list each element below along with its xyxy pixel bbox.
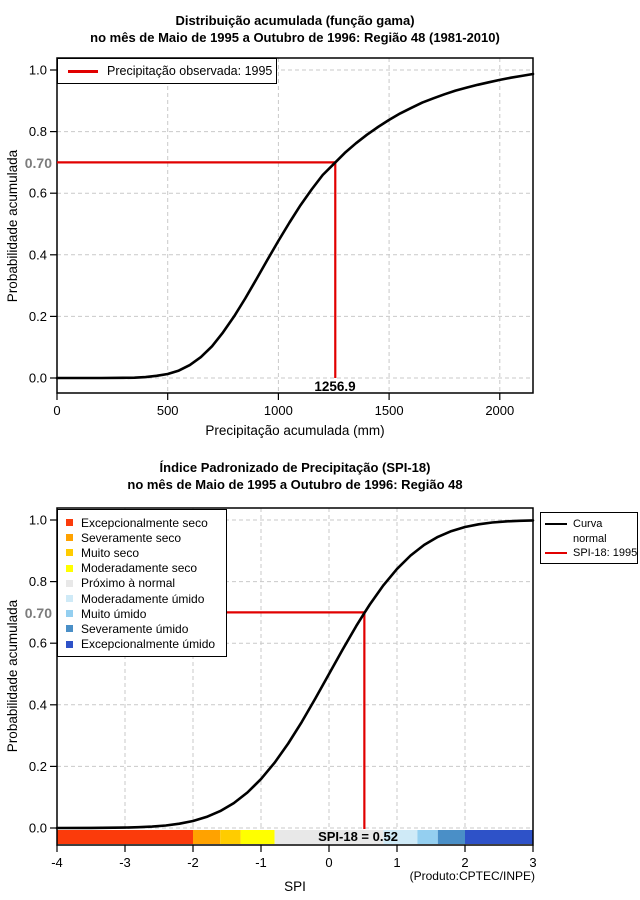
category-label: Moderadamente úmido — [81, 591, 205, 606]
x-tick-label: 500 — [156, 403, 179, 418]
chart2-title-line2: no mês de Maio de 1995 a Outubro de 1996: Região 48 — [127, 477, 463, 492]
legend-line-spacer — [545, 538, 567, 540]
spi-class-band-segment — [241, 830, 275, 844]
category-swatch — [66, 580, 73, 587]
chart1-title-line2: no mês de Maio de 1995 a Outubro de 1996: Região 48 (1981-2010) — [90, 30, 500, 45]
category-label: Moderadamente seco — [81, 561, 198, 576]
chart2-x-axis-label: SPI — [284, 879, 306, 894]
y-tick-label: 0.6 — [28, 635, 47, 651]
legend-row — [545, 517, 637, 532]
category-swatch — [66, 625, 73, 632]
category-label: Excepcionalmente úmido — [81, 637, 216, 652]
y-tick-label: 0.4 — [28, 247, 47, 263]
spi-class-band-segment — [57, 830, 193, 844]
category-swatch — [66, 641, 73, 648]
y-tick-label: 0.4 — [28, 697, 47, 713]
legend-label: normal — [573, 532, 607, 545]
legend-line-sample — [68, 70, 98, 73]
legend-label: Curva — [573, 518, 603, 531]
chart2-spi-value-annotation: SPI-18 = 0.52 — [318, 829, 398, 844]
category-swatch — [66, 519, 73, 526]
x-tick-label: 0 — [325, 855, 333, 870]
legend-line-sample — [545, 523, 567, 525]
legend-row — [545, 546, 637, 561]
category-swatch — [66, 565, 73, 572]
category-legend-item — [66, 637, 226, 652]
x-tick-label: -3 — [119, 855, 131, 870]
category-label: Severamente úmido — [81, 621, 189, 636]
category-label: Muito seco — [81, 545, 140, 560]
legend-label: Precipitação observada: 1995 — [107, 64, 273, 78]
chart1-legend — [57, 58, 277, 84]
chart2-line-legend — [540, 512, 638, 564]
spi-class-band-segment — [417, 830, 437, 844]
x-tick-label: 1 — [393, 855, 401, 870]
category-swatch — [66, 534, 73, 541]
plot-border — [57, 58, 533, 393]
chart2-y-axis-label: Probabilidade acumulada — [5, 599, 20, 753]
category-legend-item — [66, 561, 226, 576]
spi-class-band-segment — [438, 830, 465, 844]
chart2-category-legend — [57, 509, 227, 657]
category-label: Severamente seco — [81, 530, 182, 545]
category-legend-item — [66, 621, 226, 636]
category-legend-item — [66, 591, 226, 606]
legend-row — [545, 532, 637, 547]
chart1-prob-highlight-label: 0.70 — [24, 155, 52, 171]
y-tick-label: 0.8 — [28, 574, 47, 590]
x-tick-label: 3 — [529, 855, 537, 870]
spi-class-band-segment — [465, 830, 533, 844]
category-swatch — [66, 595, 73, 602]
cdf-curve — [57, 74, 533, 378]
chart1-title — [0, 12, 590, 46]
legend-label: SPI-18: 1995 — [573, 547, 638, 560]
category-swatch — [66, 549, 73, 556]
category-legend-item — [66, 606, 226, 621]
x-tick-label: 2000 — [485, 403, 515, 418]
y-tick-label: 0.0 — [28, 820, 47, 836]
category-legend-item — [66, 530, 226, 545]
x-tick-label: 1000 — [263, 403, 293, 418]
category-legend-item — [66, 576, 226, 591]
chart2-title-line1: Índice Padronizado de Precipitação (SPI-18) — [159, 460, 431, 475]
category-legend-item — [66, 515, 226, 530]
category-legend-item — [66, 545, 226, 560]
y-tick-label: 0.6 — [28, 185, 47, 201]
y-tick-label: 0.0 — [28, 370, 47, 386]
category-label: Muito úmido — [81, 606, 147, 621]
x-tick-label: 0 — [53, 403, 61, 418]
y-tick-label: 0.2 — [28, 308, 47, 324]
category-swatch — [66, 610, 73, 617]
spi-class-band-segment — [193, 830, 220, 844]
y-tick-label: 0.2 — [28, 758, 47, 774]
category-label: Excepcionalmente seco — [81, 515, 208, 530]
chart2-prob-highlight-label: 0.70 — [24, 605, 52, 621]
x-tick-label: -2 — [187, 855, 199, 870]
y-tick-label: 1.0 — [28, 62, 47, 78]
x-tick-label: -1 — [255, 855, 267, 870]
spi-class-band-segment — [220, 830, 240, 844]
legend-row — [58, 64, 272, 78]
category-label: Próximo à normal — [81, 576, 176, 591]
chart1-y-axis-label: Probabilidade acumulada — [5, 149, 20, 303]
chart1-precipitation-value-annotation: 1256.9 — [314, 379, 356, 394]
x-tick-label: 1500 — [374, 403, 404, 418]
x-tick-label: 2 — [461, 855, 469, 870]
y-tick-label: 1.0 — [28, 512, 47, 528]
y-tick-label: 0.8 — [28, 124, 47, 140]
x-tick-label: -4 — [51, 855, 63, 870]
chart2-title — [0, 459, 590, 493]
chart1-title-line1: Distribuição acumulada (função gama) — [175, 13, 415, 28]
legend-line-sample — [545, 552, 567, 554]
source-note: (Produto:CPTEC/INPE) — [409, 869, 535, 883]
chart1-x-axis-label: Precipitação acumulada (mm) — [205, 423, 385, 438]
